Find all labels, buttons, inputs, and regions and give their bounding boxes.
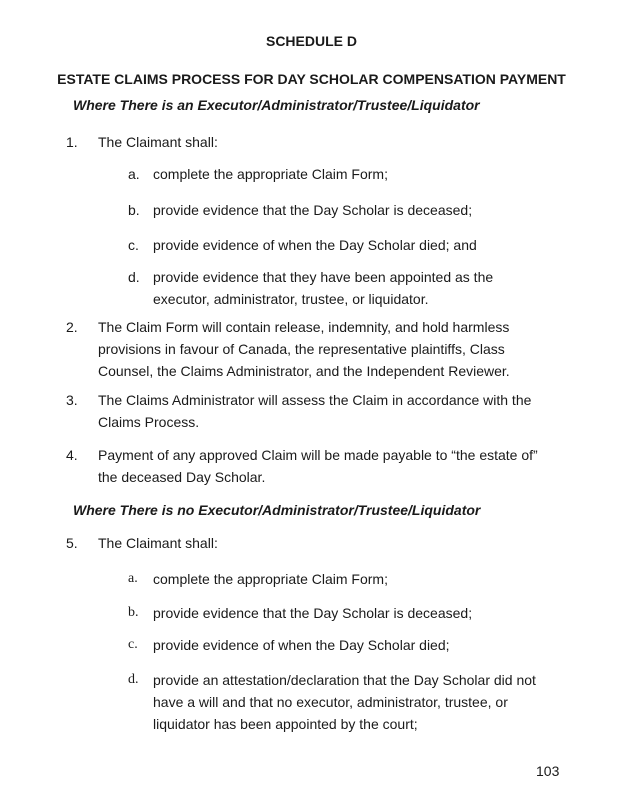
subitem-text: complete the appropriate Claim Form; — [153, 166, 388, 182]
subitem-letter: c. — [128, 637, 138, 652]
item-text: Payment of any approved Claim will be made payable to “the estate of” the deceased Day Scholar. — [98, 447, 538, 485]
subitem-letter: d. — [128, 269, 140, 285]
item-text: The Claims Administrator will assess the Claim in accordance with the Claims Process. — [98, 392, 532, 430]
numbered-item-2 — [66, 316, 550, 382]
item-number: 1. — [66, 134, 78, 150]
item-text: The Claim Form will contain release, indemnity, and hold harmless provisions in favour of Canada, the representative plaintiffs, Class Counsel, the Claims Administrator, and the Independent Reviewer. — [98, 319, 510, 379]
subitem-letter: a. — [128, 166, 140, 182]
subitem-text: provide evidence that the Day Scholar is deceased; — [153, 202, 473, 218]
subitem-letter: c. — [128, 237, 139, 253]
document-subtitle: ESTATE CLAIMS PROCESS FOR DAY SCHOLAR COMPENSATION PAYMENT — [57, 71, 566, 87]
sub-item-1c — [128, 234, 550, 256]
item-number: 2. — [66, 319, 78, 335]
sub-item-1a — [128, 163, 550, 185]
item-number: 4. — [66, 447, 78, 463]
subitem-text: provide an attestation/declaration that the Day Scholar did not have a will and that no executor, administrator, trustee, or liquidator has been appointed by the court; — [153, 672, 536, 732]
subitem-letter: b. — [128, 202, 140, 218]
numbered-item-5 — [66, 532, 550, 554]
subitem-letter: a. — [128, 571, 138, 586]
numbered-item-3 — [66, 389, 550, 433]
subitem-text: provide evidence that they have been appointed as the executor, administrator, trustee, or liquidator. — [153, 269, 494, 307]
section-heading-no-executor: Where There is no Executor/Administrator/Trustee/Liquidator — [73, 502, 481, 518]
subitem-text: provide evidence that the Day Scholar is deceased; — [153, 605, 473, 621]
subitem-text: provide evidence of when the Day Scholar died; — [153, 637, 450, 653]
sub-item-5b — [128, 602, 550, 624]
schedule-title: SCHEDULE D — [265, 33, 357, 49]
item-text: The Claimant shall: — [98, 134, 218, 150]
sub-item-1d — [128, 266, 550, 310]
subitem-text: complete the appropriate Claim Form; — [153, 571, 388, 587]
sub-item-1b — [128, 199, 550, 221]
subitem-letter: b. — [128, 605, 139, 620]
section-heading-executor: Where There is an Executor/Administrator/Trustee/Liquidator — [73, 97, 480, 113]
page-number: 103 — [536, 763, 560, 779]
item-text: The Claimant shall: — [98, 535, 218, 551]
item-number: 5. — [66, 535, 78, 551]
sub-item-5d — [128, 669, 550, 735]
sub-item-5c — [128, 634, 550, 656]
numbered-item-1 — [66, 131, 550, 153]
subitem-text: provide evidence of when the Day Scholar died; and — [153, 237, 477, 253]
numbered-item-4 — [66, 444, 550, 488]
subitem-letter: d. — [128, 672, 139, 687]
item-number: 3. — [66, 392, 78, 408]
sub-item-5a — [128, 568, 550, 590]
